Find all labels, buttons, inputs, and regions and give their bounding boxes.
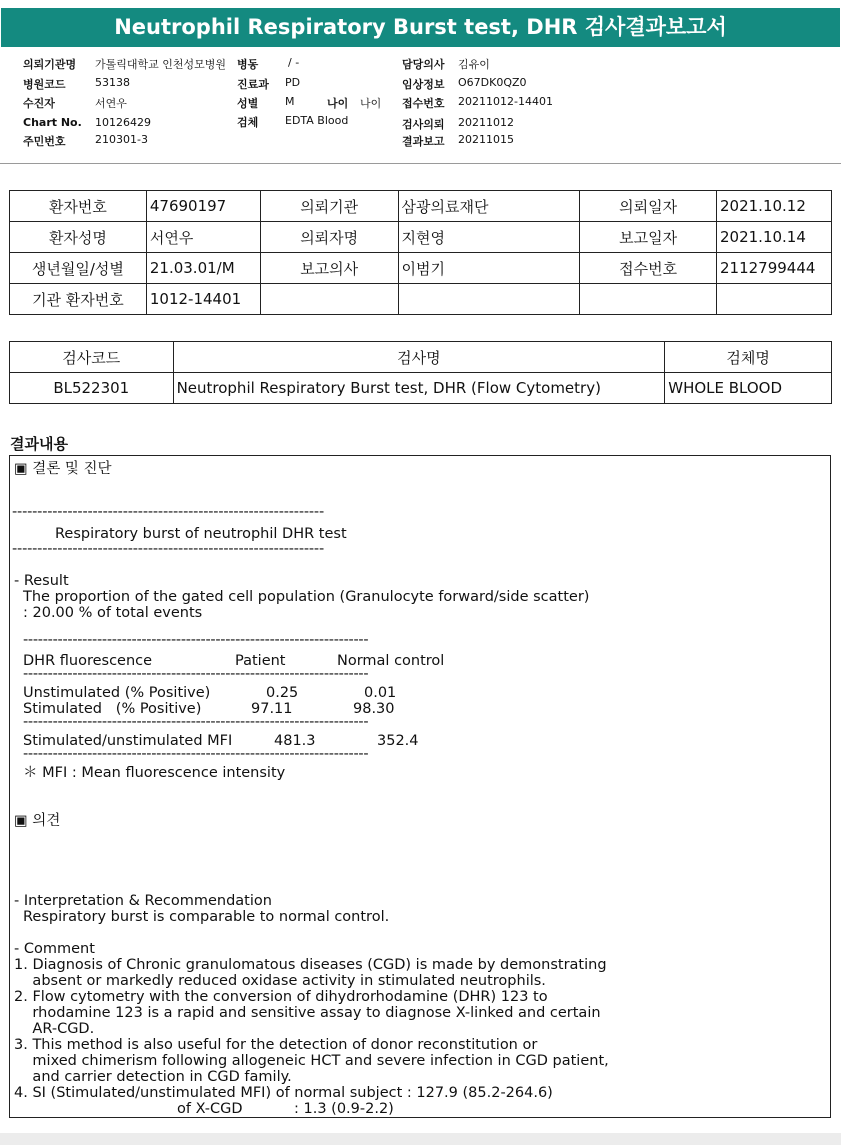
request-date-value: 20211012 bbox=[458, 116, 514, 129]
table-cell: 2112799444 bbox=[717, 253, 832, 284]
receipt-no-value: 20211012-14401 bbox=[458, 95, 553, 108]
clinical-info-label: 임상정보 bbox=[402, 78, 445, 91]
doctor-value: 김유이 bbox=[458, 58, 490, 71]
conclusion-heading: ▣ 결론 및 진단 bbox=[14, 461, 112, 477]
table-cell: 2021.10.12 bbox=[717, 191, 832, 222]
chart-no-label: Chart No. bbox=[23, 116, 82, 129]
table-cell: 기관 환자번호 bbox=[10, 284, 147, 315]
table-cell: 서연우 bbox=[146, 222, 260, 253]
stimulated-patient: 97.11 bbox=[251, 701, 293, 717]
receipt-no-label: 접수번호 bbox=[402, 97, 445, 110]
department-value: PD bbox=[285, 76, 301, 89]
hospital-code-label: 병원코드 bbox=[23, 78, 66, 91]
age-value: 나이 bbox=[360, 97, 382, 110]
unstimulated-patient: 0.25 bbox=[266, 685, 299, 701]
comment-line: AR-CGD. bbox=[14, 1021, 95, 1037]
table-cell: 의뢰일자 bbox=[580, 191, 717, 222]
table-cell: 47690197 bbox=[146, 191, 260, 222]
table-cell: 환자번호 bbox=[10, 191, 147, 222]
result-box bbox=[9, 455, 831, 1118]
test-info-table bbox=[9, 341, 832, 404]
result-section-title: 결과내용 bbox=[10, 435, 68, 453]
sex-label: 성별 bbox=[237, 97, 259, 110]
table-row bbox=[10, 284, 832, 315]
report-date-value: 20211015 bbox=[458, 133, 514, 146]
table-cell: 생년월일/성별 bbox=[10, 253, 147, 284]
opinion-heading: ▣ 의견 bbox=[14, 813, 61, 829]
specimen-name-header: 검체명 bbox=[665, 342, 832, 373]
unstimulated-label: Unstimulated (% Positive) bbox=[23, 685, 211, 701]
table-cell: 삼광의료재단 bbox=[398, 191, 580, 222]
resident-no-value: 210301-3 bbox=[95, 133, 148, 146]
unstimulated-normal: 0.01 bbox=[364, 685, 397, 701]
request-date-label: 검사의뢰 bbox=[402, 118, 445, 131]
table-cell bbox=[580, 284, 717, 315]
comment-line: absent or markedly reduced oxidase activity in stimulated neutrophils. bbox=[14, 973, 546, 989]
table-cell: 이범기 bbox=[398, 253, 580, 284]
proportion-line-2: : 20.00 % of total events bbox=[23, 605, 203, 621]
chart-no-value: 10126429 bbox=[95, 116, 151, 129]
examinee-label: 수진자 bbox=[23, 97, 55, 110]
table-cell: 1012-14401 bbox=[146, 284, 260, 315]
interpretation-label: - Interpretation & Recommendation bbox=[14, 893, 272, 909]
test-name-cell: Neutrophil Respiratory Burst test, DHR (Flow Cytometry) bbox=[173, 373, 665, 404]
hospital-value: 가톨릭대학교 인천성모병원 bbox=[95, 58, 227, 71]
mfi-normal: 352.4 bbox=[377, 733, 419, 749]
test-code-header: 검사코드 bbox=[10, 342, 174, 373]
table-cell bbox=[717, 284, 832, 315]
test-name-header: 검사명 bbox=[173, 342, 665, 373]
table-row bbox=[10, 222, 832, 253]
dash-line: -------------------------------------------------------------- bbox=[12, 504, 324, 520]
specimen-name-cell: WHOLE BLOOD bbox=[665, 373, 832, 404]
normal-column-header: Normal control bbox=[337, 653, 445, 669]
report-header bbox=[0, 54, 841, 154]
main-test-title: Respiratory burst of neutrophil DHR test bbox=[55, 526, 347, 542]
sex-value: M bbox=[285, 95, 295, 108]
resident-no-label: 주민번호 bbox=[23, 135, 66, 148]
table-cell: 지현영 bbox=[398, 222, 580, 253]
table-header-row bbox=[10, 342, 832, 373]
comment-line: 2. Flow cytometry with the conversion of dihydrorhodamine (DHR) 123 to bbox=[14, 989, 548, 1005]
doctor-label: 담당의사 bbox=[402, 58, 445, 71]
table-row bbox=[10, 253, 832, 284]
age-label: 나이 bbox=[327, 97, 349, 110]
result-label: - Result bbox=[14, 573, 69, 589]
ward-value: / - bbox=[288, 56, 300, 69]
specimen-value: EDTA Blood bbox=[285, 114, 349, 127]
comment-line: and carrier detection in CGD family. bbox=[14, 1069, 292, 1085]
comment-line: mixed chimerism following allogeneic HCT and severe infection in CGD patient, bbox=[14, 1053, 609, 1069]
table-cell: 의뢰자명 bbox=[260, 222, 398, 253]
report-date-label: 결과보고 bbox=[402, 135, 445, 148]
dash-line: ---------------------------------------------------------------------- bbox=[23, 632, 369, 648]
si-xcgd-value: : 1.3 (0.9-2.2) bbox=[294, 1101, 394, 1117]
dash-line: -------------------------------------------------------------- bbox=[12, 541, 324, 557]
table-row bbox=[10, 373, 832, 404]
table-cell: 의뢰기관 bbox=[260, 191, 398, 222]
hospital-label: 의뢰기관명 bbox=[23, 58, 77, 71]
dhr-column-header: DHR fluorescence bbox=[23, 653, 153, 669]
examinee-value: 서연우 bbox=[95, 97, 127, 110]
specimen-label: 검체 bbox=[237, 116, 259, 129]
mfi-patient: 481.3 bbox=[274, 733, 316, 749]
interpretation-text: Respiratory burst is comparable to normal control. bbox=[23, 909, 390, 925]
table-cell: 2021.10.14 bbox=[717, 222, 832, 253]
ward-label: 병동 bbox=[237, 58, 259, 71]
proportion-line-1: The proportion of the gated cell population (Granulocyte forward/side scatter) bbox=[23, 589, 590, 605]
dash-line: ---------------------------------------------------------------------- bbox=[23, 666, 369, 682]
report-title: Neutrophil Respiratory Burst test, DHR 검사결과보고서 bbox=[1, 8, 840, 47]
clinical-info-value: O67DK0QZ0 bbox=[458, 76, 527, 89]
stimulated-normal: 98.30 bbox=[353, 701, 395, 717]
department-label: 진료과 bbox=[237, 78, 269, 91]
table-cell: 보고일자 bbox=[580, 222, 717, 253]
comment-line: rhodamine 123 is a rapid and sensitive assay to diagnose X-linked and certain bbox=[14, 1005, 601, 1021]
table-row bbox=[10, 191, 832, 222]
table-cell bbox=[398, 284, 580, 315]
dash-line: ---------------------------------------------------------------------- bbox=[23, 746, 369, 762]
patient-column-header: Patient bbox=[235, 653, 286, 669]
table-cell: 접수번호 bbox=[580, 253, 717, 284]
comment-line: 4. SI (Stimulated/unstimulated MFI) of normal subject : 127.9 (85.2-264.6) bbox=[14, 1085, 553, 1101]
comment-line: 3. This method is also useful for the detection of donor reconstitution or bbox=[14, 1037, 538, 1053]
stimulated-label: Stimulated (% Positive) bbox=[23, 701, 202, 717]
header-divider bbox=[0, 163, 841, 164]
dash-line: ---------------------------------------------------------------------- bbox=[23, 714, 369, 730]
comment-label: - Comment bbox=[14, 941, 95, 957]
si-xcgd-label: of X-CGD bbox=[177, 1101, 243, 1117]
table-cell: 보고의사 bbox=[260, 253, 398, 284]
page-bottom-margin bbox=[0, 1133, 841, 1145]
table-cell: 환자성명 bbox=[10, 222, 147, 253]
table-cell: 21.03.01/M bbox=[146, 253, 260, 284]
patient-info-table bbox=[9, 190, 832, 315]
hospital-code-value: 53138 bbox=[95, 76, 130, 89]
mfi-note: ＊ MFI : Mean fluorescence intensity bbox=[23, 765, 286, 781]
table-cell bbox=[260, 284, 398, 315]
comment-line: 1. Diagnosis of Chronic granulomatous diseases (CGD) is made by demonstrating bbox=[14, 957, 607, 973]
mfi-label: Stimulated/unstimulated MFI bbox=[23, 733, 233, 749]
test-code-cell: BL522301 bbox=[10, 373, 174, 404]
